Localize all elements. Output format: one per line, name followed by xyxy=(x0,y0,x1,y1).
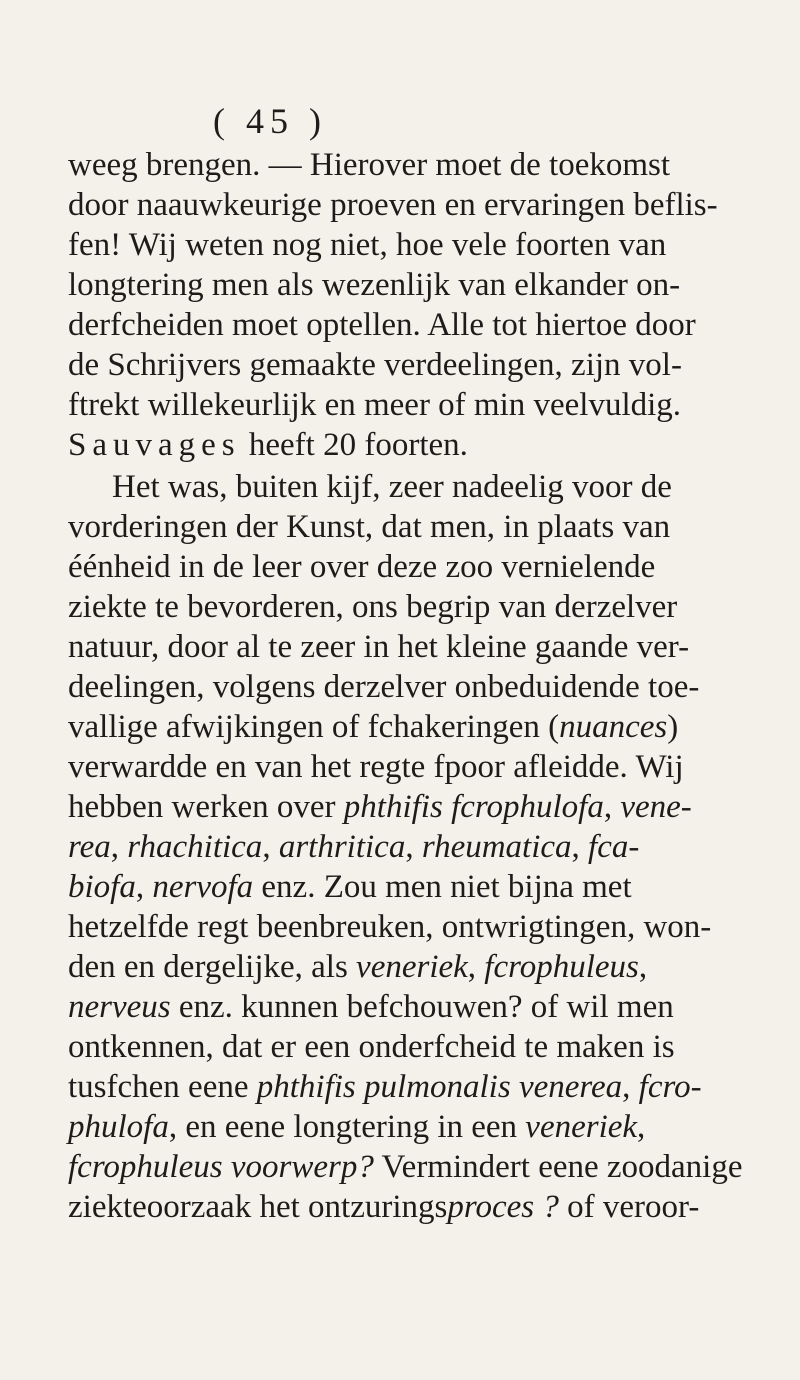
text-span: heeft 20 foorten. xyxy=(240,427,468,463)
text-line xyxy=(68,787,692,827)
text-span: Vermindert eene zoodanige xyxy=(373,1149,743,1185)
text-line: de Schrijvers gemaakte verdeelingen, zijn vol- xyxy=(68,347,682,383)
text-line xyxy=(68,707,678,747)
italic-term: veneriek xyxy=(356,949,468,985)
italic-term: fcrophulofa xyxy=(451,789,604,825)
text-span: , xyxy=(262,829,279,865)
text-span: enz. kunnen befchouwen? of wil men xyxy=(170,989,674,1025)
text-line: derfcheiden moet optellen. Alle tot hiertoe door xyxy=(68,307,696,343)
text-span: , xyxy=(467,949,485,985)
text-span: , xyxy=(405,829,422,865)
italic-term: fcro- xyxy=(638,1069,702,1105)
text-line xyxy=(68,425,468,465)
text-line xyxy=(68,1107,645,1147)
text-line: ziekte te bevorderen, ons begrip van derzelver xyxy=(68,589,678,625)
text-span: den en dergelijke, als xyxy=(68,949,357,985)
text-line: vorderingen der Kunst, dat men, in plaats van xyxy=(68,509,671,545)
italic-term: rea xyxy=(68,829,111,865)
text-line: door naauwkeurige proeven en ervaringen beflis- xyxy=(68,187,718,223)
italic-term: phthifis pulmonalis venerea xyxy=(256,1069,623,1105)
text-line: Het was, buiten kijf, zeer nadeelig voor de xyxy=(112,469,672,505)
italic-term: arthritica xyxy=(278,829,406,865)
italic-term: vene- xyxy=(620,789,692,825)
text-span: vallige afwijkingen of fchakeringen ( xyxy=(68,709,560,745)
text-line: fen! Wij weten nog niet, hoe vele foorten van xyxy=(68,227,667,263)
text-span: hebben werken over xyxy=(68,789,344,825)
text-line xyxy=(68,947,647,987)
text-line: hetzelfde regt beenbreuken, ontwrigtingen, won- xyxy=(68,909,712,945)
text-line xyxy=(68,827,639,867)
italic-term: fcrophuleus voorwerp? xyxy=(68,1149,374,1185)
text-span: , xyxy=(637,1109,646,1145)
text-span: , xyxy=(638,949,648,985)
text-line xyxy=(68,1147,743,1187)
text-line: deelingen, volgens derzelver onbeduidende toe- xyxy=(68,669,700,705)
text-span: , xyxy=(571,829,589,865)
text-span: enz. Zou men niet bijna met xyxy=(253,869,632,905)
text-span: , en eene longtering in een xyxy=(168,1109,526,1145)
text-span: of veroor- xyxy=(558,1189,700,1225)
italic-term: nerveus xyxy=(68,989,171,1025)
italic-term: proces ? xyxy=(447,1189,559,1225)
text-span xyxy=(443,789,451,825)
text-span: tusfchen eene xyxy=(68,1069,257,1105)
italic-term: rhachitica xyxy=(127,829,263,865)
text-line xyxy=(68,987,674,1027)
italic-term: phthifis xyxy=(343,789,443,825)
text-line xyxy=(68,1067,702,1107)
italic-term: veneriek xyxy=(525,1109,638,1145)
text-line: longtering men als wezenlijk van elkander on- xyxy=(68,267,681,303)
text-line xyxy=(68,867,632,907)
italic-term: rheumatica xyxy=(421,829,572,865)
text-span: , xyxy=(110,829,128,865)
text-line: natuur, door al te zeer in het kleine gaande ver- xyxy=(68,629,690,665)
text-line: weeg brengen. — Hierover moet de toekomst xyxy=(68,147,671,183)
text-line: verwardde en van het regte fpoor afleidde. Wij xyxy=(68,749,684,785)
text-span: , xyxy=(603,789,621,825)
italic-term: phulofa xyxy=(68,1109,169,1145)
text-line xyxy=(68,1187,699,1227)
text-line: ontkennen, dat er een onderfcheid te maken is xyxy=(68,1029,675,1065)
italic-term: biofa xyxy=(68,869,136,905)
italic-term: nuances xyxy=(559,709,668,745)
page-number: ( 45 ) xyxy=(213,101,327,141)
italic-term: fca- xyxy=(588,829,640,865)
text-span: , xyxy=(135,869,153,905)
text-line: ftrekt willekeurlijk en meer of min veelvuldig. xyxy=(68,387,682,423)
italic-term: fcrophuleus xyxy=(484,949,639,985)
text-span: ) xyxy=(667,709,679,745)
text-line: éénheid in de leer over deze zoo vernielende xyxy=(68,549,656,585)
text-span: ziekteoorzaak het ontzurings xyxy=(68,1189,448,1225)
italic-term: nervofa xyxy=(152,869,254,905)
text-span: , xyxy=(622,1069,639,1105)
author-name: Sauvages xyxy=(68,427,241,463)
